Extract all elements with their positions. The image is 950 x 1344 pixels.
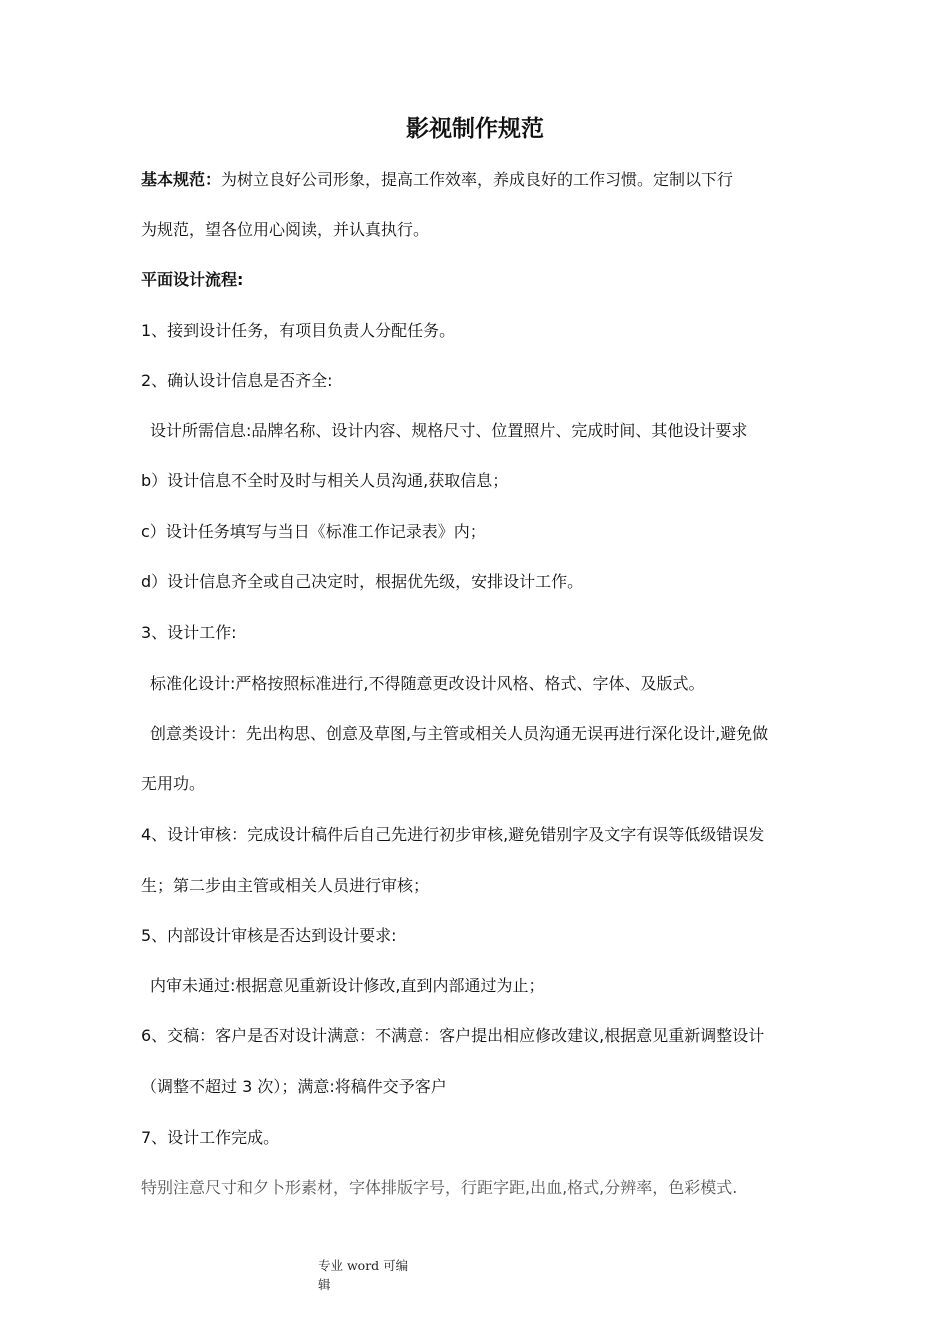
step-2-item-d: d）设计信息齐全或自己决定时，根据优先级，安排设计工作。 [141, 572, 584, 591]
footer-line-1: 专业 word 可编 [318, 1258, 409, 1273]
step-3-item-b-line-2: 无用功。 [141, 774, 206, 793]
intro-line-2: 为规范，望各位用心阅读，并认真执行。 [141, 220, 430, 239]
step-7: 7、设计工作完成。 [141, 1128, 280, 1147]
intro-line-1 [141, 168, 821, 192]
intro-label: 基本规范： [141, 170, 222, 189]
step-2-item-c: c）设计任务填写与当日《标准工作记录表》内； [141, 522, 486, 541]
special-note: 特别注意尺寸和夕卜形素材，字体排版字号，行距字距,出血,格式,分辨率，色彩模式. [141, 1178, 738, 1197]
step-1: 1、接到设计任务，有项目负责人分配任务。 [141, 321, 456, 340]
step-5: 5、内部设计审核是否达到设计要求: [141, 926, 397, 945]
step-6-line-1: 6、交稿：客户是否对设计满意：不满意：客户提出相应修改建议,根据意见重新调整设计 [141, 1026, 765, 1045]
step-3-item-b-line-1: 创意类设计：先出构思、创意及草图,与主管或相关人员沟通无误再进行深化设计,避免做 [150, 724, 769, 743]
document-title: 影视制作规范 [406, 116, 544, 142]
intro-text-1: 为树立良好公司形象，提高工作效率，养成良好的工作习惯。定制以下行 [221, 170, 734, 189]
section-heading: 平面设计流程: [141, 270, 244, 289]
step-4-line-2: 生；第二步由主管或相关人员进行审核； [141, 876, 430, 895]
step-5-item-a: 内审未通过:根据意见重新设计修改,直到内部通过为止； [150, 976, 545, 995]
step-2-item-b: b）设计信息不全时及时与相关人员沟通,获取信息； [141, 471, 509, 490]
step-2: 2、确认设计信息是否齐全: [141, 371, 333, 390]
step-2-item-a: 设计所需信息:品牌名称、设计内容、规格尺寸、位置照片、完成时间、其他设计要求 [150, 421, 748, 440]
step-4-line-1: 4、设计审核：完成设计稿件后自己先进行初步审核,避免错别字及文字有误等低级错误发 [141, 825, 765, 844]
step-6-line-2: （调整不超过 3 次）；满意:将稿件交予客户 [141, 1077, 447, 1096]
step-3: 3、设计工作: [141, 623, 237, 642]
step-3-item-a: 标准化设计:严格按照标准进行,不得随意更改设计风格、格式、字体、及版式。 [150, 674, 705, 693]
footer-watermark [318, 1256, 438, 1294]
footer-line-2: 辑 [318, 1277, 331, 1292]
